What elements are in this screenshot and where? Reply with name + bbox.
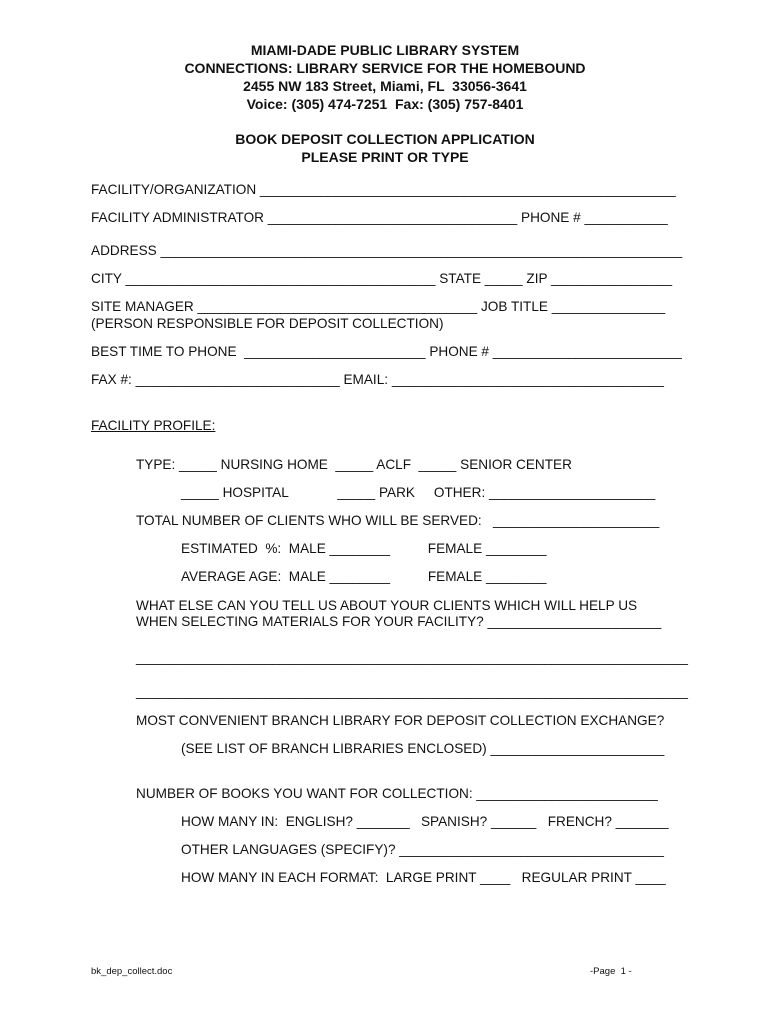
- clients-question-line-2: WHEN SELECTING MATERIALS FOR YOUR FACILITY? _______________________: [136, 614, 662, 629]
- header-line-4: Voice: (305) 474-7251 Fax: (305) 757-8401: [246, 96, 524, 112]
- footer-page-number: -Page 1 -: [590, 966, 632, 977]
- fax-email-field: FAX #: ___________________________ EMAIL: ____________________________________: [91, 372, 664, 387]
- facility-administrator-field: FACILITY ADMINISTRATOR _________________________________ PHONE # ___________: [91, 210, 668, 225]
- languages-field: HOW MANY IN: ENGLISH? _______ SPANISH? ______ FRENCH? _______: [181, 814, 669, 829]
- site-manager-field: SITE MANAGER _____________________________________ JOB TITLE _______________: [91, 299, 666, 314]
- facility-profile-heading: FACILITY PROFILE:: [91, 418, 216, 433]
- blank-answer-line: _________________________________________________________________________: [136, 684, 688, 699]
- footer-filename: bk_dep_collect.doc: [91, 966, 173, 977]
- branch-library-field: (SEE LIST OF BRANCH LIBRARIES ENCLOSED) _______________________: [181, 741, 665, 756]
- site-manager-note: (PERSON RESPONSIBLE FOR DEPOSIT COLLECTION): [91, 316, 444, 331]
- number-of-books-field: NUMBER OF BOOKS YOU WANT FOR COLLECTION: ________________________: [136, 786, 658, 801]
- facility-organization-field: FACILITY/ORGANIZATION _______________________________________________________: [91, 182, 676, 197]
- total-clients-field: TOTAL NUMBER OF CLIENTS WHO WILL BE SERVED: ______________________: [136, 513, 660, 528]
- header-line-1: MIAMI-DADE PUBLIC LIBRARY SYSTEM: [250, 42, 520, 58]
- clients-question-line-1: WHAT ELSE CAN YOU TELL US ABOUT YOUR CLIENTS WHICH WILL HELP US: [136, 598, 638, 613]
- best-time-phone-field: BEST TIME TO PHONE ________________________ PHONE # _________________________: [91, 344, 682, 359]
- average-age-field: AVERAGE AGE: MALE ________ FEMALE ________: [181, 569, 547, 584]
- city-state-zip-field: CITY _________________________________________ STATE _____ ZIP ________________: [91, 271, 673, 286]
- header-line-2: CONNECTIONS: LIBRARY SERVICE FOR THE HOMEBOUND: [184, 60, 586, 76]
- address-field: ADDRESS _____________________________________________________________________: [91, 243, 683, 258]
- blank-answer-line: _________________________________________________________________________: [136, 650, 688, 665]
- type-row-1: TYPE: _____ NURSING HOME _____ ACLF _____ SENIOR CENTER: [136, 457, 572, 472]
- header-line-3: 2455 NW 183 Street, Miami, FL 33056-3641: [243, 78, 527, 94]
- form-subtitle: PLEASE PRINT OR TYPE: [301, 149, 469, 165]
- form-title: BOOK DEPOSIT COLLECTION APPLICATION: [235, 131, 535, 147]
- type-row-2: _____ HOSPITAL _____ PARK OTHER: ______________________: [181, 485, 656, 500]
- format-field: HOW MANY IN EACH FORMAT: LARGE PRINT ____ REGULAR PRINT ____: [181, 870, 666, 885]
- branch-library-question: MOST CONVENIENT BRANCH LIBRARY FOR DEPOSIT COLLECTION EXCHANGE?: [136, 713, 665, 728]
- other-languages-field: OTHER LANGUAGES (SPECIFY)? ___________________________________: [181, 842, 664, 857]
- estimated-percent-field: ESTIMATED %: MALE ________ FEMALE ________: [181, 541, 547, 556]
